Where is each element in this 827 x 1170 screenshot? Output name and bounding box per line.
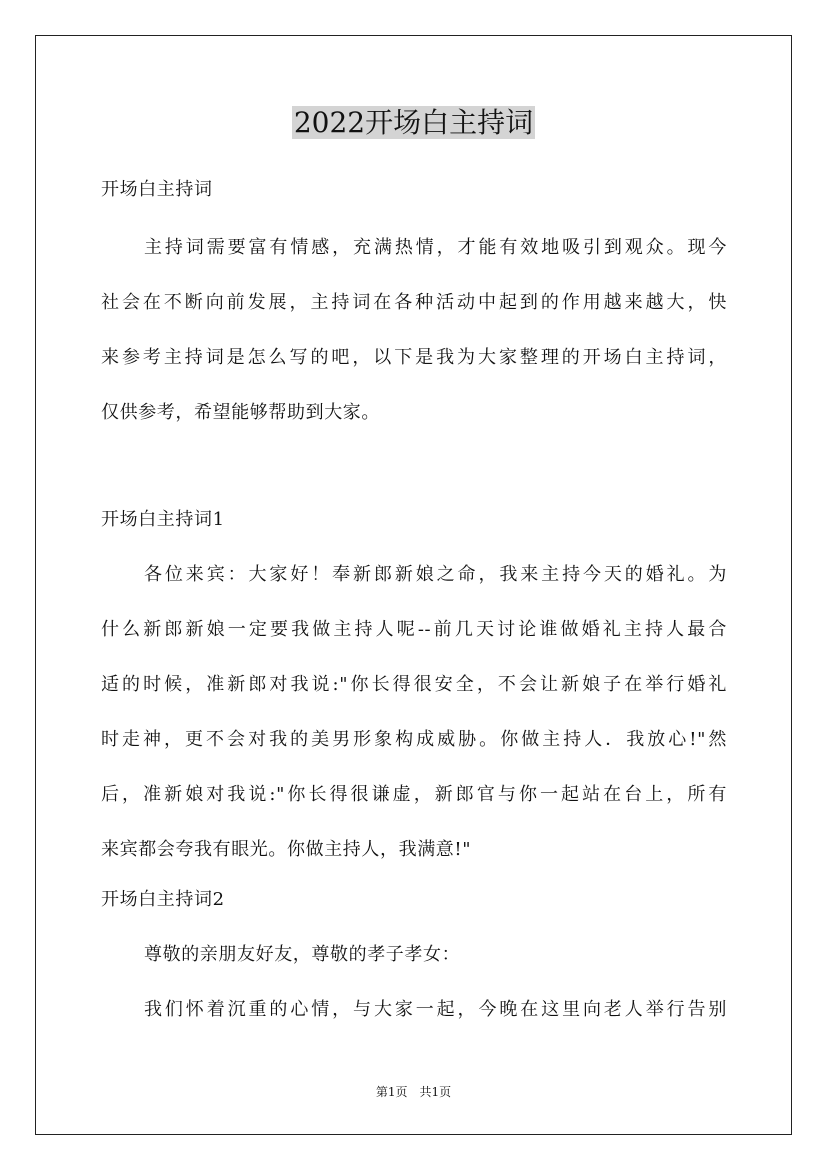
section-heading-1: 开场白主持词1 xyxy=(101,509,225,530)
paragraph-line: 后，准新娘对我说:"你长得很谦虚，新郎官与你一起站在台上，所有 xyxy=(101,784,727,805)
paragraph-line: 适的时候，准新郎对我说:"你长得很安全，不会让新娘子在举行婚礼 xyxy=(101,674,727,695)
page-footer: 第1页 共1页 xyxy=(375,1085,452,1099)
paragraph-line: 主持词需要富有情感，充满热情，才能有效地吸引到观众。现今 xyxy=(144,237,727,258)
document-title: 2022开场白主持词 xyxy=(293,106,534,139)
paragraph-line: 什么新郎新娘一定要我做主持人呢--前几天讨论谁做婚礼主持人最合 xyxy=(101,619,727,640)
paragraph-line: 来参考主持词是怎么写的吧，以下是我为大家整理的开场白主持词， xyxy=(101,347,727,368)
paragraph-line: 尊敬的亲朋友好友，尊敬的孝子孝女： xyxy=(144,944,461,965)
paragraph-line: 时走神，更不会对我的美男形象构成威胁。你做主持人．我放心!"然 xyxy=(101,729,727,750)
paragraph-line: 我们怀着沉重的心情，与大家一起，今晚在这里向老人举行告别 xyxy=(144,999,727,1020)
paragraph-line: 仅供参考，希望能够帮助到大家。 xyxy=(101,402,380,423)
section-heading-2: 开场白主持词2 xyxy=(101,889,225,910)
paragraph-line: 来宾都会夸我有眼光。你做主持人，我满意!" xyxy=(101,839,472,860)
paragraph-line: 社会在不断向前发展，主持词在各种活动中起到的作用越来越大，快 xyxy=(101,292,727,313)
paragraph-line: 各位来宾：大家好！奉新郎新娘之命，我来主持今天的婚礼。为 xyxy=(144,564,727,585)
section-heading-intro: 开场白主持词 xyxy=(101,179,213,200)
